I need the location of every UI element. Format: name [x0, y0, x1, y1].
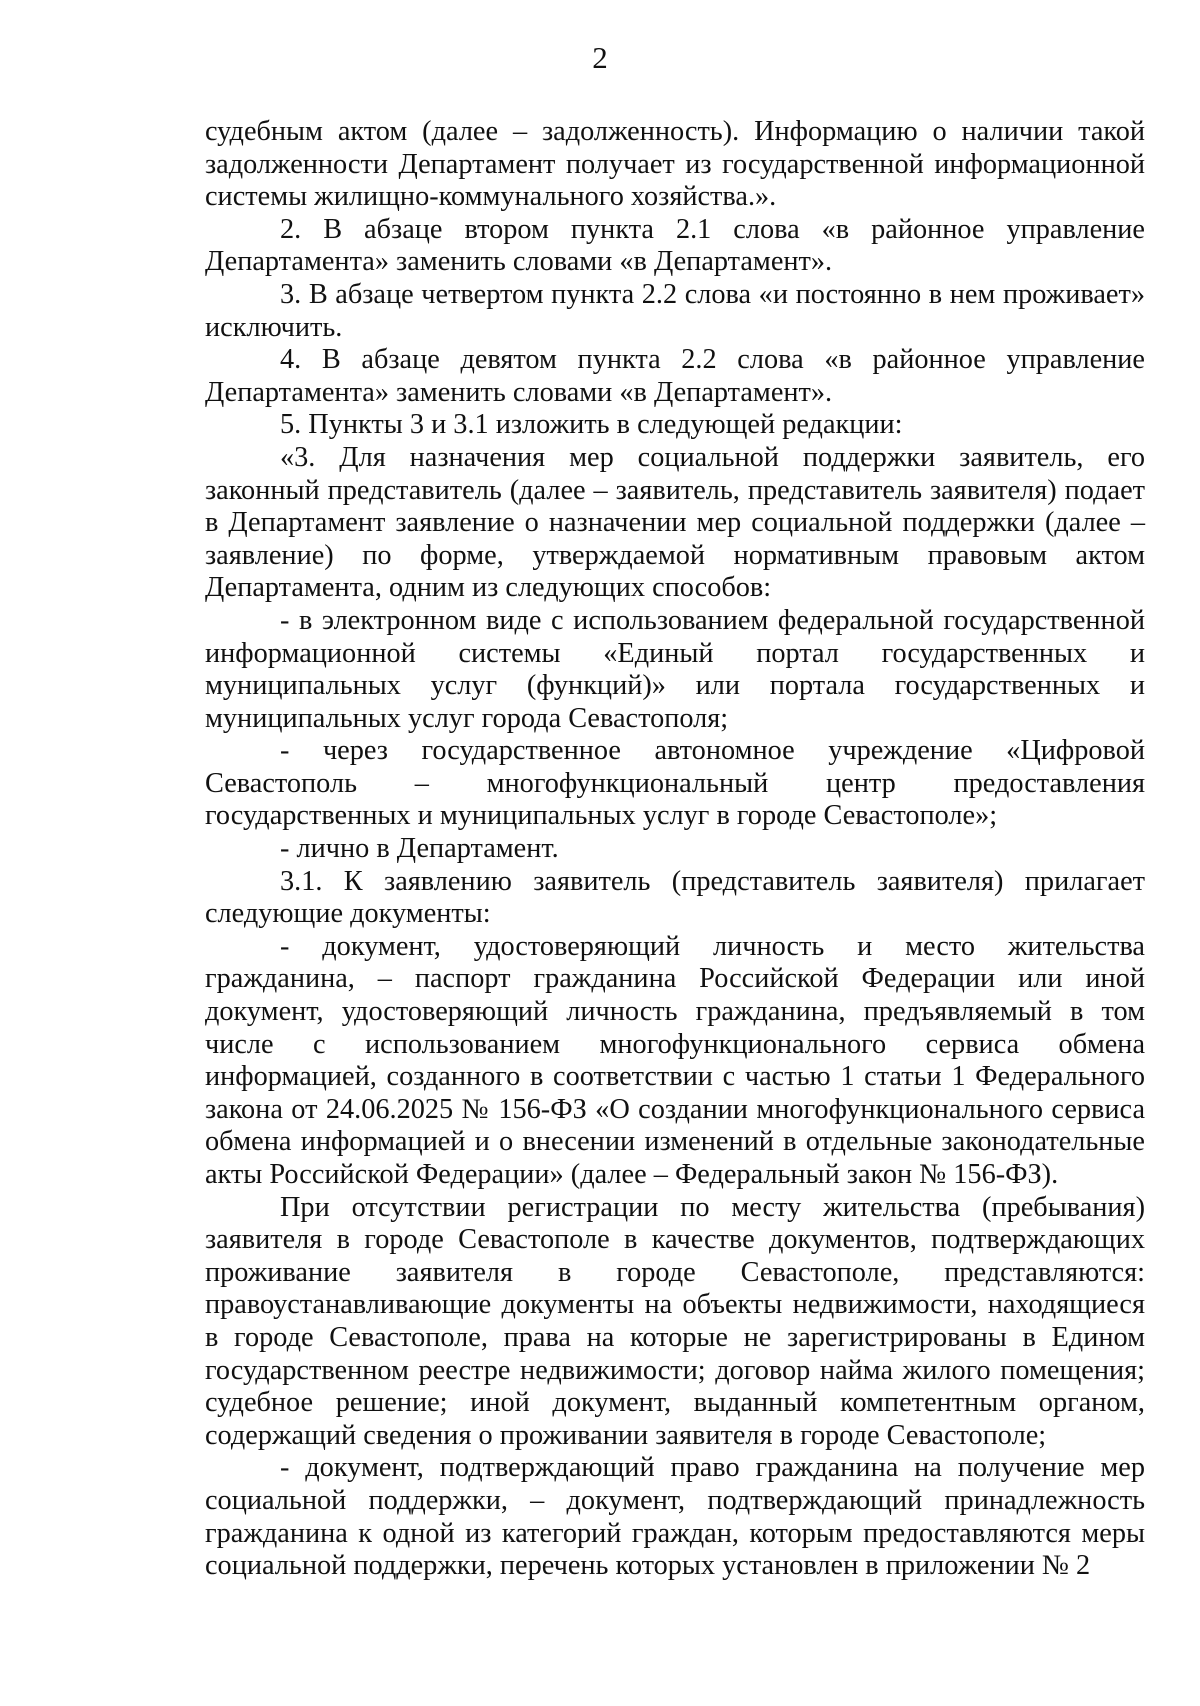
list-item: - документ, подтверждающий право гражданина на получение мер социальной поддержки, – документ, подтверждающий принадлежность гражданина к одной из категорий граждан, которым предоставляются меры социальной поддержки, перечень которых установлен в приложении № 2: [205, 1452, 1145, 1582]
list-item: - лично в Департамент.: [280, 833, 559, 865]
list-item: - документ, удостоверяющий личность и место жительства гражданина, – паспорт гражданина Российской Федерации или иной документ, удостоверяющий личность гражданина, предъявляемый в том числе с использованием многофункционального сервиса обмена информацией, созданного в соответствии с частью 1 статьи 1 Федерального закона от 24.06.2025 № 156-ФЗ «О создании многофункционального сервиса обмена информацией и о внесении изменений в отдельные законодательные акты Российской Федерации» (далее – Федеральный закон № 156-ФЗ).: [205, 930, 1145, 1190]
list-item: - через государственное автономное учреждение «Цифровой Севастополь – многофункциональный центр предоставления государственных и муниципальных услуг в городе Севастополе»;: [205, 735, 1145, 832]
paragraph: 5. Пункты 3 и 3.1 изложить в следующей редакции:: [280, 409, 903, 441]
paragraph: «3. Для назначения мер социальной поддержки заявитель, его законный представитель (далее – заявитель, представитель заявителя) подает в Департамент заявление о назначении мер социальной поддержки (далее – заявление) по форме, утверждаемой нормативным правовым актом Департамента, одним из следующих способов:: [205, 441, 1145, 604]
paragraph: 3. В абзаце четвертом пункта 2.2 слова «и постоянно в нем проживает» исключить.: [205, 278, 1145, 343]
paragraph: 3.1. К заявлению заявитель (представитель заявителя) прилагает следующие документы:: [205, 865, 1145, 930]
paragraph: судебным актом (далее – задолженность). Информацию о наличии такой задолженности Департамент получает из государственной информационной системы жилищно-коммунального хозяйства.».: [205, 116, 1145, 213]
page-number: 2: [592, 40, 608, 75]
list-item: - в электронном виде с использованием федеральной государственной информационной системы «Единый портал государственных и муниципальных услуг (функций)» или портала государственных и муниципальных услуг города Севастополя;: [205, 604, 1145, 734]
paragraph: 2. В абзаце втором пункта 2.1 слова «в районное управление Департамента» заменить словами «в Департамент».: [205, 213, 1145, 278]
paragraph: При отсутствии регистрации по месту жительства (пребывания) заявителя в городе Севастополе в качестве документов, подтверждающих проживание заявителя в городе Севастополе, представляются: правоустанавливающие документы на объекты недвижимости, находящиеся в городе Севастополе, права на которые не зарегистрированы в Едином государственном реестре недвижимости; договор найма жилого помещения; судебное решение; иной документ, выданный компетентным органом, содержащий сведения о проживании заявителя в городе Севастополе;: [205, 1191, 1145, 1451]
paragraph: 4. В абзаце девятом пункта 2.2 слова «в районное управление Департамента» заменить словами «в Департамент».: [205, 344, 1145, 408]
document-body: [205, 116, 1145, 1583]
